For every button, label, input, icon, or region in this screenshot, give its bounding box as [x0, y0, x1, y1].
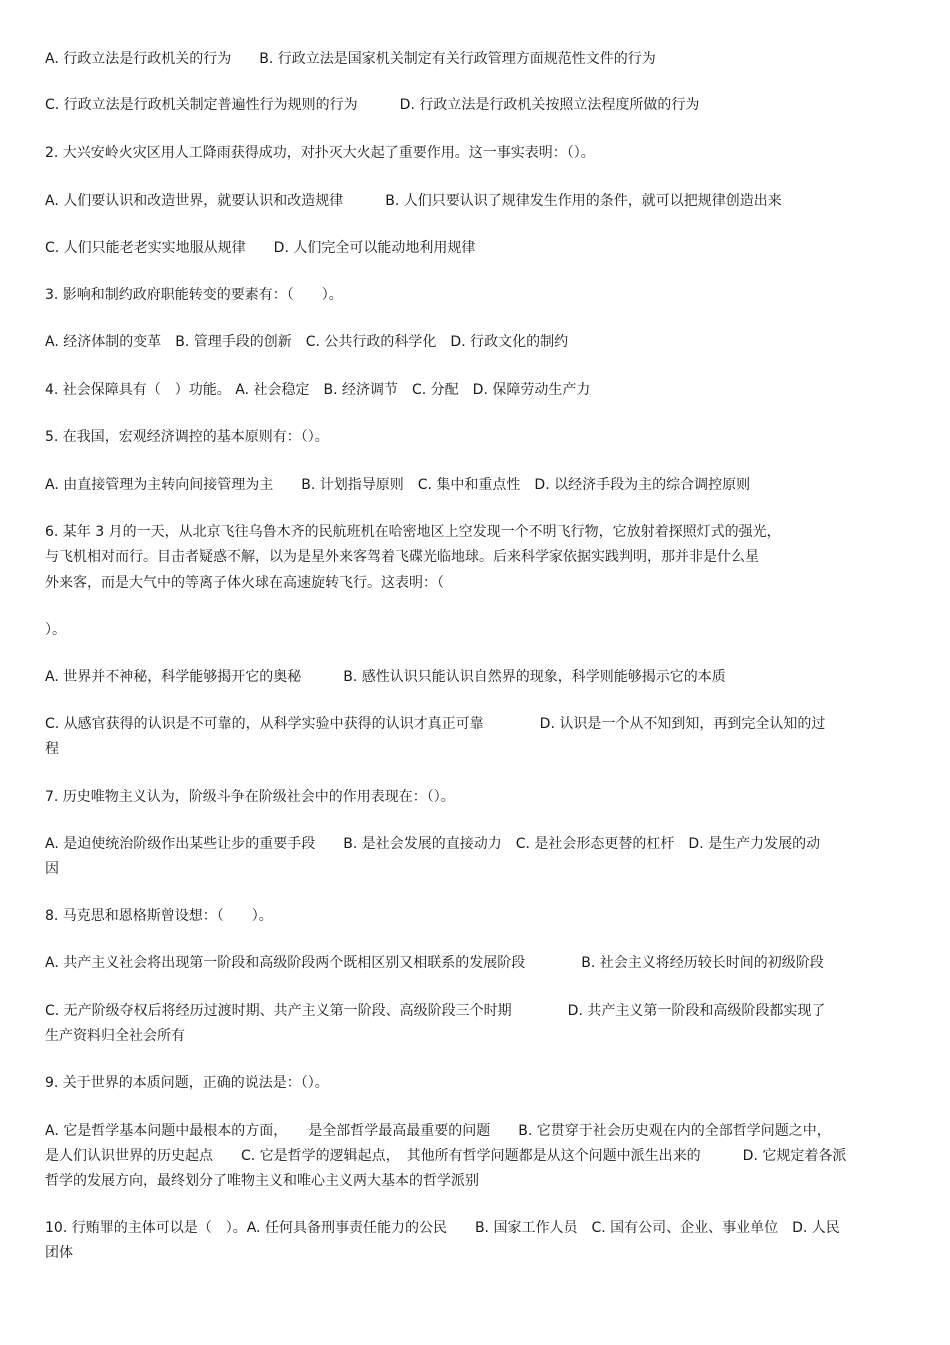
text-line: 9. 关于世界的本质问题，正确的说法是：（）。	[45, 1075, 329, 1091]
text-line: A. 由直接管理为主转向间接管理为主 B. 计划指导原则 C. 集中和重点性 D. 以经济手段为主的综合调控原则	[45, 477, 751, 493]
text-line: C. 从感官获得的认识是不可靠的，从科学实验中获得的认识才真正可靠 D. 认识是一个从不知到知，再到完全认知的过	[45, 716, 826, 732]
text-line: A. 行政立法是行政机关的行为 B. 行政立法是国家机关制定有关行政管理方面规范性文件的行为	[45, 51, 656, 67]
text-line: A. 经济体制的变革 B. 管理手段的创新 C. 公共行政的科学化 D. 行政文化的制约	[45, 334, 569, 350]
text-line: 10. 行贿罪的主体可以是（ ）。A. 任何具备刑事责任能力的公民 B. 国家工作人员 C. 国有公司、企业、事业单位 D. 人民	[45, 1220, 840, 1236]
text-line: 6. 某年 3 月的一天，从北京飞往乌鲁木齐的民航班机在哈密地区上空发现一个不明飞行物，它放射着探照灯式的强光，	[45, 524, 781, 540]
text-line: 因	[45, 861, 59, 877]
text-line: 与飞机相对而行。目击者疑惑不解，以为是星外来客驾着飞碟光临地球。后来科学家依据实践判明，那并非是什么星	[45, 549, 759, 565]
text-line: 外来客，而是大气中的等离子体火球在高速旋转飞行。这表明：（	[45, 575, 444, 591]
text-line: 团体	[45, 1245, 73, 1261]
text-line: 哲学的发展方向，最终划分了唯物主义和唯心主义两大基本的哲学派别	[45, 1173, 479, 1189]
text-line: A. 它是哲学基本问题中最根本的方面， 是全部哲学最高最重要的问题 B. 它贯穿于社会历史观在内的全部哲学问题之中，	[45, 1123, 831, 1139]
text-line: A. 世界并不神秘，科学能够揭开它的奥秘 B. 感性认识只能认识自然界的现象，科学则能够揭示它的本质	[45, 669, 726, 685]
text-line: 7. 历史唯物主义认为，阶级斗争在阶级社会中的作用表现在：（）。	[45, 789, 455, 805]
text-line: A. 共产主义社会将出现第一阶段和高级阶段两个既相区别又相联系的发展阶段 B. 社会主义将经历较长时间的初级阶段	[45, 955, 824, 971]
text-line: ）。	[45, 622, 66, 638]
text-line: C. 行政立法是行政机关制定普遍性行为规则的行为 D. 行政立法是行政机关按照立法程度所做的行为	[45, 97, 700, 113]
text-line: C. 人们只能老老实实地服从规律 D. 人们完全可以能动地利用规律	[45, 240, 476, 256]
text-line: C. 无产阶级夺权后将经历过渡时期、共产主义第一阶段、高级阶段三个时期 D. 共产主义第一阶段和高级阶段都实现了	[45, 1003, 826, 1019]
text-line: 程	[45, 741, 59, 757]
text-line: 5. 在我国，宏观经济调控的基本原则有：（）。	[45, 429, 329, 445]
text-line: 3. 影响和制约政府职能转变的要素有：（ ）。	[45, 287, 343, 303]
text-line: A. 人们要认识和改造世界，就要认识和改造规律 B. 人们只要认识了规律发生作用的条件，就可以把规律创造出来	[45, 193, 782, 209]
text-line: 4. 社会保障具有（ ）功能。 A. 社会稳定 B. 经济调节 C. 分配 D. 保障劳动生产力	[45, 382, 591, 398]
text-line: 8. 马克思和恩格斯曾设想：（ ）。	[45, 908, 273, 924]
text-line: A. 是迫使统治阶级作出某些让步的重要手段 B. 是社会发展的直接动力 C. 是社会形态更替的杠杆 D. 是生产力发展的动	[45, 836, 821, 852]
text-line: 生产资料归全社会所有	[45, 1028, 185, 1044]
text-line: 2. 大兴安岭火灾区用人工降雨获得成功，对扑灭大火起了重要作用。这一事实表明：（）。	[45, 145, 595, 161]
text-line: 是人们认识世界的历史起点 C. 它是哲学的逻辑起点， 其他所有哲学问题都是从这个问题中派生出来的 D. 它规定着各派	[45, 1148, 847, 1164]
